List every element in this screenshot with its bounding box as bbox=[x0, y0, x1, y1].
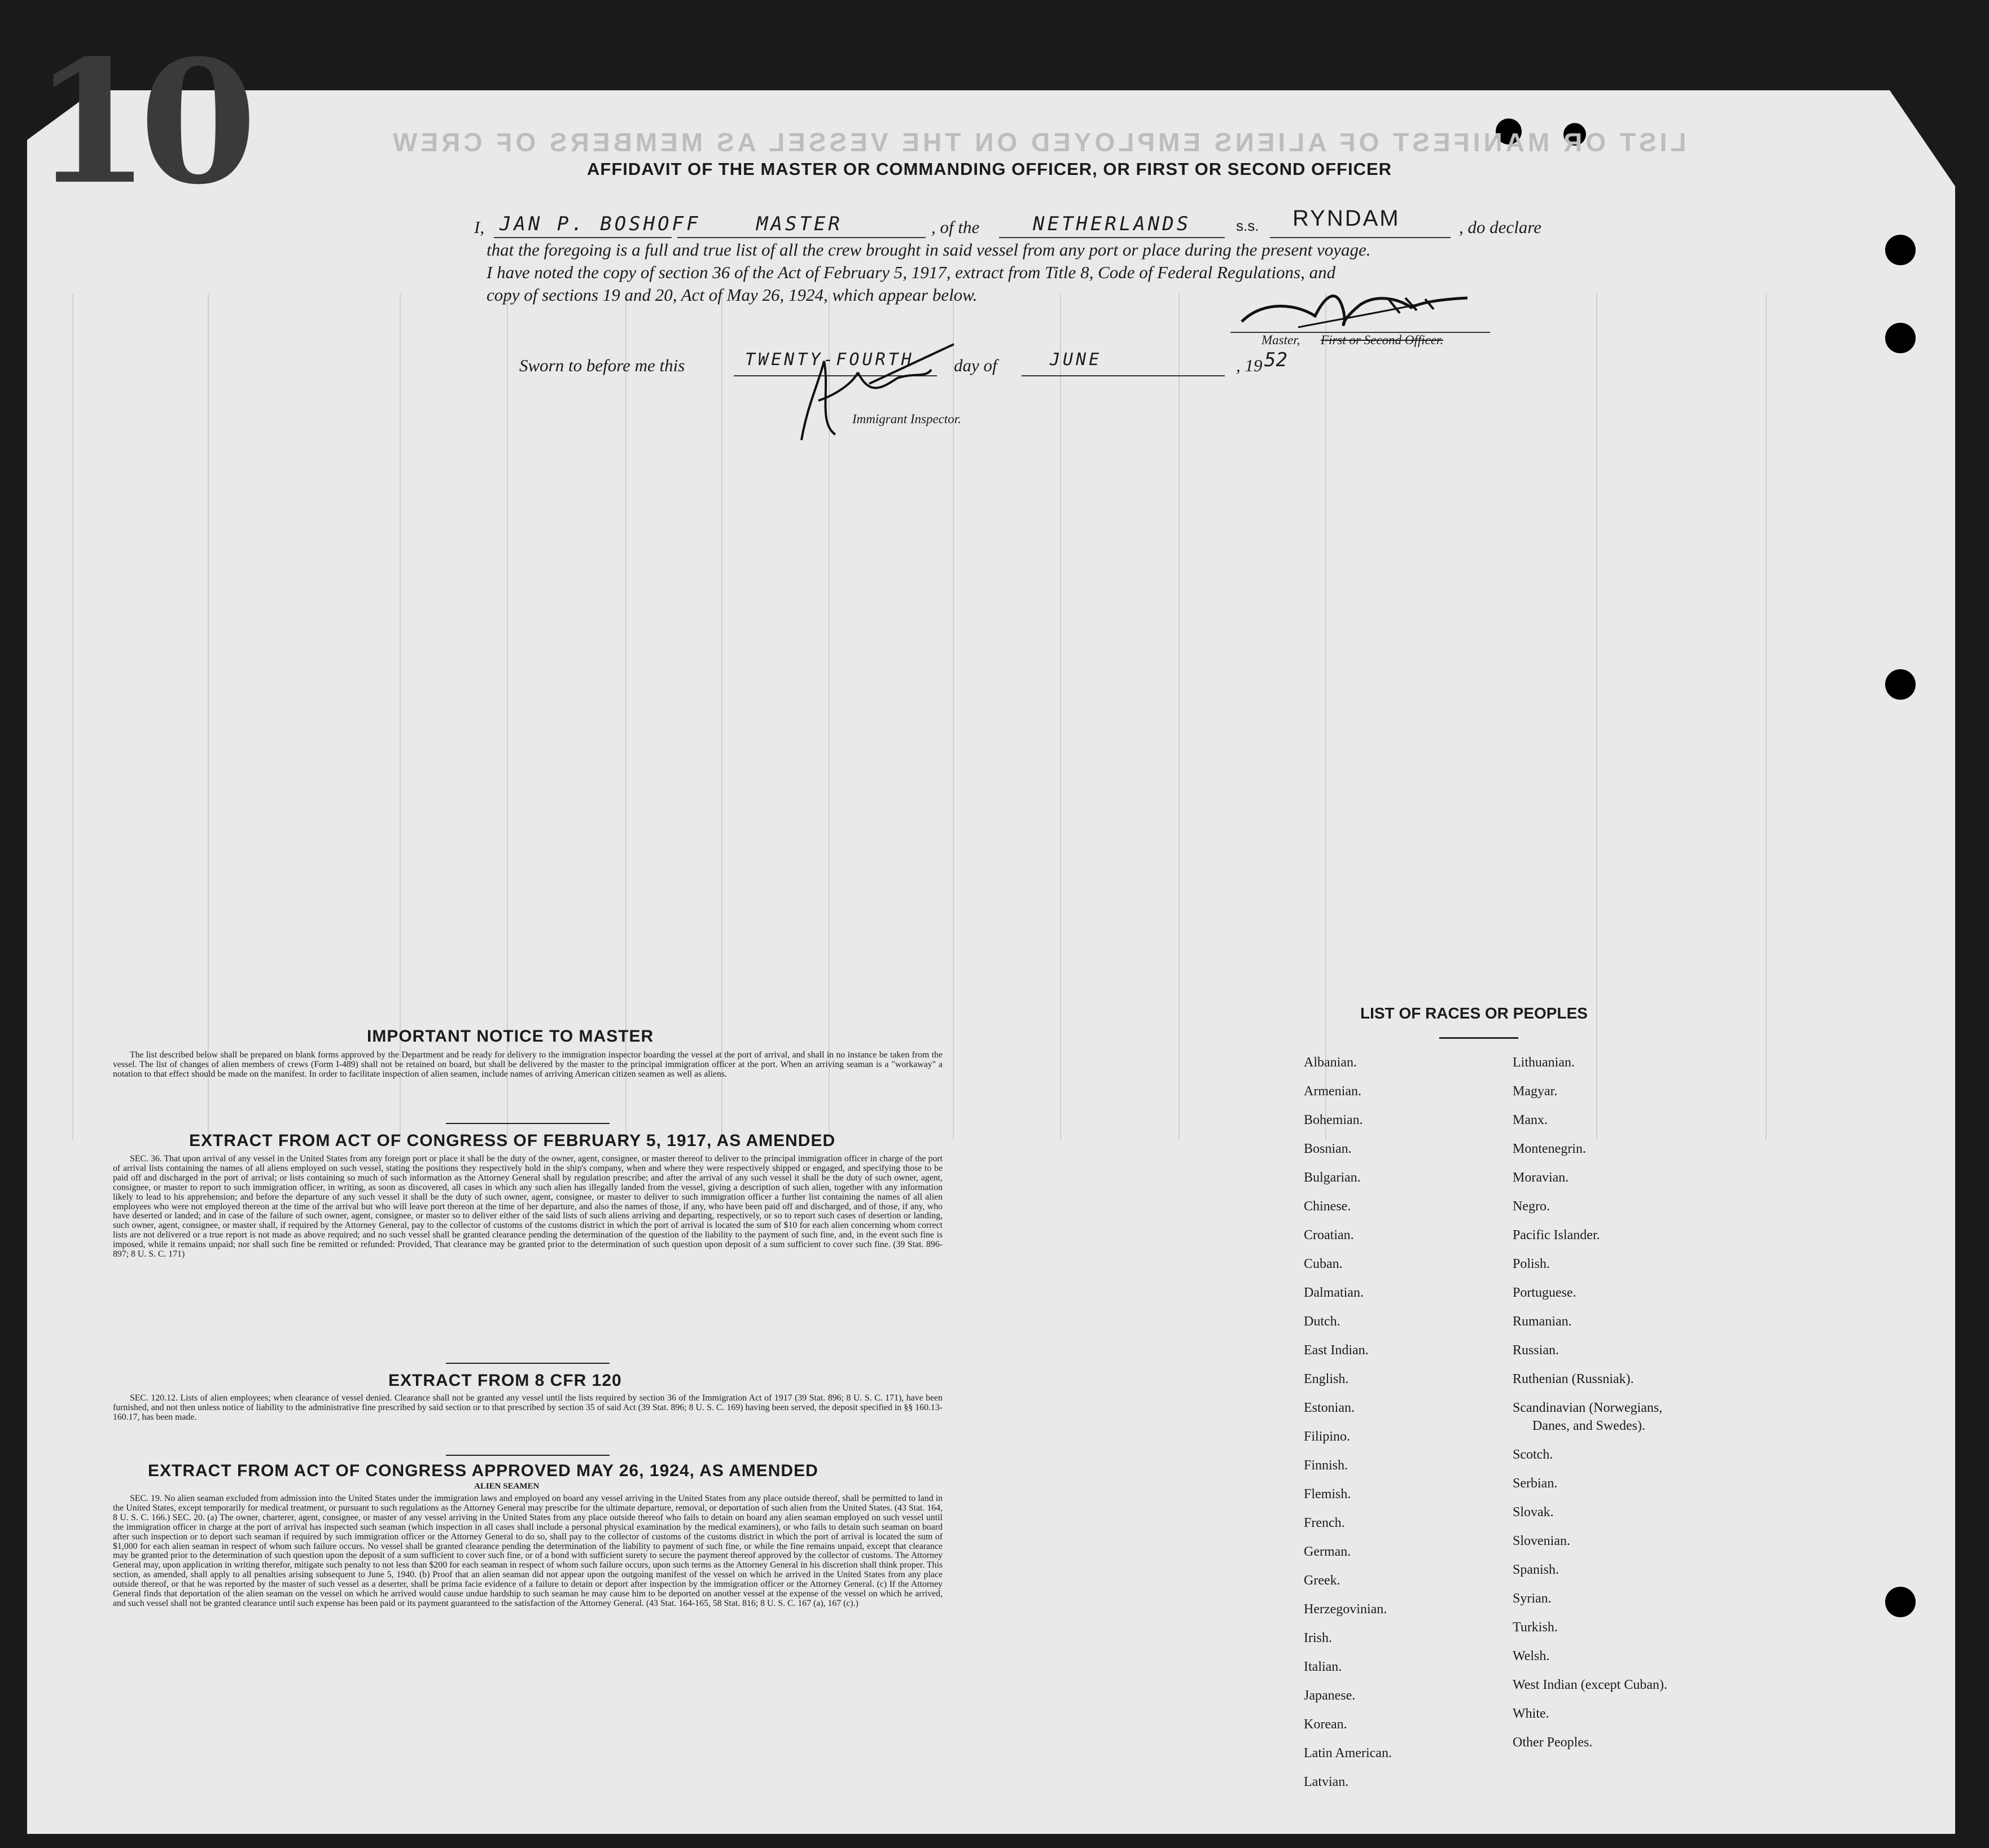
do-declare-label: , do declare bbox=[1459, 217, 1542, 237]
race-item: Pacific Islander. bbox=[1513, 1228, 1600, 1243]
column-rule bbox=[625, 293, 627, 1140]
race-item: Polish. bbox=[1513, 1257, 1550, 1271]
race-item: Danes, and Swedes). bbox=[1532, 1419, 1645, 1433]
race-item: Magyar. bbox=[1513, 1084, 1558, 1099]
section-rule bbox=[446, 1123, 610, 1124]
sworn-year: 52 bbox=[1264, 349, 1287, 371]
column-rule bbox=[1596, 293, 1597, 1140]
races-title-rule bbox=[1439, 1037, 1518, 1039]
extract-1924-subtitle: ALIEN SEAMEN bbox=[474, 1482, 540, 1491]
race-item: English. bbox=[1304, 1372, 1349, 1386]
column-rule bbox=[72, 293, 73, 1140]
race-item: Negro. bbox=[1513, 1199, 1550, 1214]
column-rule bbox=[1178, 293, 1180, 1140]
ship-name: RYNDAM bbox=[1293, 206, 1400, 231]
master-name: JAN P. BOSHOFF bbox=[500, 213, 701, 235]
race-item: Russian. bbox=[1513, 1343, 1559, 1358]
race-item: Syrian. bbox=[1513, 1591, 1552, 1606]
column-rule bbox=[721, 293, 722, 1140]
race-item: Moravian. bbox=[1513, 1170, 1569, 1185]
sworn-month: JUNE bbox=[1050, 350, 1102, 370]
punch-hole bbox=[1885, 669, 1916, 700]
race-item: Chinese. bbox=[1304, 1199, 1351, 1214]
race-item: Irish. bbox=[1304, 1631, 1332, 1645]
sworn-year-prefix: , 19 bbox=[1236, 355, 1263, 375]
column-rule bbox=[1060, 293, 1061, 1140]
race-item: Italian. bbox=[1304, 1660, 1342, 1674]
notice-body: The list described below shall be prepared on blank forms approved by the Department and be ready for delivery to the immigration inspector boarding the vessel at the port of arrival, and shall in no instance be taken from the vessel. The list of changes of alien members of crews (Form I-489) shall not be retained on board, but shall be delivered by the master to the principal immigration officer at the port. When an arriving seaman is a "workaway" a notation to that effect should be made on the manifest. In order to facilitate inspection of alien seamen, include names of arriving American citizen seamen as well as aliens. bbox=[113, 1050, 943, 1079]
race-item: Finnish. bbox=[1304, 1458, 1348, 1473]
race-item: Korean. bbox=[1304, 1717, 1347, 1732]
extract-cfr-body: SEC. 120.12. Lists of alien employees; when clearance of vessel denied. Clearance shall not be granted any vessel until the lists required by section 36 of the Immigration Act of 1917 (39 Stat. 896; 8 U. S. C. 171), have been furnished, and not then unless notice of liability to the administrative fine prescribed by said section or to that prescribed by section 35 of said Act (39 Stat. 896; 8 U. S. C. 169) having been served, the deposit specified in §§ 160.13-160.17, has been made. bbox=[113, 1393, 943, 1422]
title-underline bbox=[677, 237, 926, 238]
column-rule bbox=[208, 293, 209, 1140]
extract-1917-title: EXTRACT FROM ACT OF CONGRESS OF FEBRUARY 5, 1917, AS AMENDED bbox=[189, 1131, 836, 1150]
race-item: Japanese. bbox=[1304, 1688, 1356, 1703]
declaration-line-3: I have noted the copy of section 36 of the Act of February 5, 1917, extract from Title 8, Code of Federal Regulations, and bbox=[487, 262, 1336, 282]
sheet-number: 10 bbox=[33, 23, 246, 222]
race-item: Dutch. bbox=[1304, 1314, 1340, 1329]
declaration-i-label: I, bbox=[474, 217, 485, 237]
race-item: White. bbox=[1513, 1706, 1549, 1721]
signature-caption-master: Master, bbox=[1261, 333, 1300, 347]
extract-cfr-title: EXTRACT FROM 8 CFR 120 bbox=[388, 1371, 622, 1390]
race-item: Herzegovinian. bbox=[1304, 1602, 1387, 1617]
punch-hole bbox=[1885, 323, 1916, 353]
declaration-line-2: that the foregoing is a full and true list of all the crew brought in said vessel from any port or place during the present voyage. bbox=[487, 240, 1371, 260]
inspector-caption: Immigrant Inspector. bbox=[852, 412, 961, 426]
race-item: French. bbox=[1304, 1516, 1345, 1530]
race-item: Latin American. bbox=[1304, 1746, 1392, 1761]
race-item: Filipino. bbox=[1304, 1429, 1351, 1444]
race-item: Estonian. bbox=[1304, 1401, 1355, 1415]
sworn-prefix: Sworn to before me this bbox=[519, 355, 685, 375]
country-underline bbox=[999, 237, 1225, 238]
month-underline bbox=[1022, 375, 1225, 376]
notice-title: IMPORTANT NOTICE TO MASTER bbox=[367, 1027, 654, 1046]
section-rule bbox=[446, 1363, 610, 1364]
column-rule bbox=[507, 293, 508, 1140]
name-underline bbox=[494, 237, 672, 238]
punch-hole bbox=[1885, 235, 1916, 265]
country: NETHERLANDS bbox=[1033, 213, 1191, 235]
race-item: East Indian. bbox=[1304, 1343, 1369, 1358]
race-item: Rumanian. bbox=[1513, 1314, 1572, 1329]
race-item: West Indian (except Cuban). bbox=[1513, 1678, 1667, 1692]
race-item: Serbian. bbox=[1513, 1476, 1558, 1491]
races-title: LIST OF RACES OR PEOPLES bbox=[1360, 1004, 1588, 1022]
race-item: Lithuanian. bbox=[1513, 1055, 1575, 1070]
race-item: Bohemian. bbox=[1304, 1113, 1363, 1127]
race-item: Welsh. bbox=[1513, 1649, 1550, 1663]
race-item: Spanish. bbox=[1513, 1562, 1559, 1577]
race-item: Scotch. bbox=[1513, 1447, 1553, 1462]
race-item: German. bbox=[1304, 1544, 1351, 1559]
of-the-label: , of the bbox=[931, 217, 980, 237]
race-item: Greek. bbox=[1304, 1573, 1340, 1588]
race-item: Portuguese. bbox=[1513, 1285, 1576, 1300]
ss-label: s.s. bbox=[1236, 217, 1259, 234]
column-rule bbox=[1765, 293, 1767, 1140]
master-title: MASTER bbox=[756, 213, 843, 235]
race-item: Albanian. bbox=[1304, 1055, 1357, 1070]
affidavit-title: AFFIDAVIT OF THE MASTER OR COMMANDING OFFICER, OR FIRST OR SECOND OFFICER bbox=[587, 159, 1392, 179]
race-item: Ruthenian (Russniak). bbox=[1513, 1372, 1634, 1386]
declaration-line-4: copy of sections 19 and 20, Act of May 26, 1924, which appear below. bbox=[487, 285, 978, 305]
race-item: Bulgarian. bbox=[1304, 1170, 1361, 1185]
race-item: Other Peoples. bbox=[1513, 1735, 1593, 1750]
race-item: Flemish. bbox=[1304, 1487, 1351, 1502]
column-rule bbox=[400, 293, 401, 1140]
race-item: Cuban. bbox=[1304, 1257, 1343, 1271]
extract-1917-body: SEC. 36. That upon arrival of any vessel in the United States from any foreign port or place it shall be the duty of the owner, agent, consignee, or master thereof to deliver to the principal immigration officer in charge of the port of arrival lists containing the names of all aliens employed on such vessel, stating the positions they respectively hold in the ship's company, when and where they were respectively shipped or engaged, and specifying those to be paid off and discharged in the port of arrival; or lists containing so much of such information as the Attorney General shall by regulation prescribe; and after the arrival of any such vessel it shall be the duty of such owner, agent, consignee, or master to report to such immigration officer, in writing, as soon as discovered, all cases in which any such alien has illegally landed from the vessel, giving a description of such alien, together with any information likely to lead to his apprehension; and before the departure of any such vessel it shall be the duty of such owner, agent, consignee, or master to deliver to such immigration officer a further list containing the names of all alien employees who were not employed thereon at the time of the arrival but who will leave port thereon at the time of her departure, and also the names of those, if any, who have been paid off and discharged, and of those, if any, who have deserted or landed; and in case of the failure of such owner, agent, consignee, or master so to deliver either of the said lists of such aliens arriving and departing, respectively, or so to report such cases of desertion or landing, such owner, agent, consignee, or master shall, if required by the Attorney General, pay to the collector of customs of the customs district in which the port of arrival is located the sum of $10 for each alien concerning whom correct lists are not delivered or a true report is not made as above required; and no such vessel shall be granted clearance pending the determination of the question of the liability to the payment of such fine, and, in the event such fine is imposed, while it remains unpaid; nor shall such fine be remitted or refunded: Provided, That clearance may be granted prior to the determination of such question upon deposit of a sum sufficient to cover such fine. (39 Stat. 896-897; 8 U. S. C. 171) bbox=[113, 1154, 943, 1259]
section-rule bbox=[446, 1455, 610, 1456]
race-item: Bosnian. bbox=[1304, 1142, 1352, 1156]
race-item: Turkish. bbox=[1513, 1620, 1558, 1635]
race-item: Manx. bbox=[1513, 1113, 1548, 1127]
ship-underline bbox=[1270, 237, 1451, 238]
race-item: Slovak. bbox=[1513, 1505, 1554, 1520]
race-item: Dalmatian. bbox=[1304, 1285, 1364, 1300]
inspector-signature bbox=[785, 339, 971, 451]
sworn-day: TWENTY-FOURTH bbox=[745, 350, 914, 370]
punch-hole bbox=[1885, 1587, 1916, 1617]
extract-1924-title: EXTRACT FROM ACT OF CONGRESS APPROVED MAY 26, 1924, AS AMENDED bbox=[148, 1461, 818, 1480]
race-item: Montenegrin. bbox=[1513, 1142, 1586, 1156]
race-item: Latvian. bbox=[1304, 1775, 1349, 1789]
race-item: Scandinavian (Norwegians, bbox=[1513, 1401, 1663, 1415]
race-item: Slovenian. bbox=[1513, 1534, 1570, 1548]
extract-1924-body: SEC. 19. No alien seaman excluded from admission into the United States under the immigration laws and employed on board any vessel arriving in the United States from any place outside thereof, shall be permitted to land in the United States, except temporarily for medical treatment, or pursuant to such regulations as the Attorney General may prescribe for the ultimate departure, removal, or deportation of such alien from the United States. (43 Stat. 164, 8 U. S. C. 166.) SEC. 20. (a) The owner, charterer, agent, consignee, or master of any vessel arriving in the United States from any place outside thereof who fails to detain on board any alien seaman employed on such vessel until the immigration officer in charge at the port of arrival has inspected such seaman (which inspection in all cases shall include a personal physical examination by the medical examiners), or who fails to detain such seaman on board after such inspection or to deport such seaman if required by such immigration officer or the Attorney General to do so, shall pay to the collector of customs of the customs district in which the port of arrival is located the sum of $1,000 for each alien seaman in respect of whom such failure occurs. No vessel shall be granted clearance pending the determination of the liability to payment of such fine, or while the fine remains unpaid, except that clearance may be granted prior to the determination of such question upon the deposit of a sum sufficient to cover such fine, or of a bond with sufficient surety to secure the payment thereof approved by the collector of customs. The Attorney General may, upon application in writing therefor, mitigate such penalty to not less than $200 for each seaman in respect of whom such failure occurs, upon such terms as the Attorney General in his discretion shall think proper. This section, as amended, shall apply to all penalties arising subsequent to June 5, 1940. (b) Proof that an alien seaman did not appear upon the outgoing manifest of the vessel on which he arrived in the United States from any place outside thereof, or that he was reported by the master of such vessel as a deserter, shall be prima facie evidence of a failure to detain or deport after inspection by the immigration officer or the Attorney General. (c) If the Attorney General finds that deportation of the alien seaman on the vessel on which he arrived would cause undue hardship to such seaman he may cause him to be deported on another vessel at the expense of the vessel on which he arrived, and such vessel shall not be granted clearance until such expense has been paid or its payment guaranteed to the satisfaction of the Attorney General. (43 Stat. 164-165, 58 Stat. 816; 8 U. S. C. 167 (a), 167 (c).) bbox=[113, 1494, 943, 1608]
column-rule bbox=[1325, 293, 1326, 1140]
mirrored-back-title: LIST OR MANIFEST OF ALIENS EMPLOYED ON THE VESSEL AS MEMBERS OF CREW bbox=[389, 128, 1686, 157]
sworn-day-of: day of bbox=[954, 355, 997, 375]
race-item: Croatian. bbox=[1304, 1228, 1354, 1243]
signature-caption-officer: First or Second Officer. bbox=[1321, 333, 1444, 347]
race-item: Armenian. bbox=[1304, 1084, 1361, 1099]
